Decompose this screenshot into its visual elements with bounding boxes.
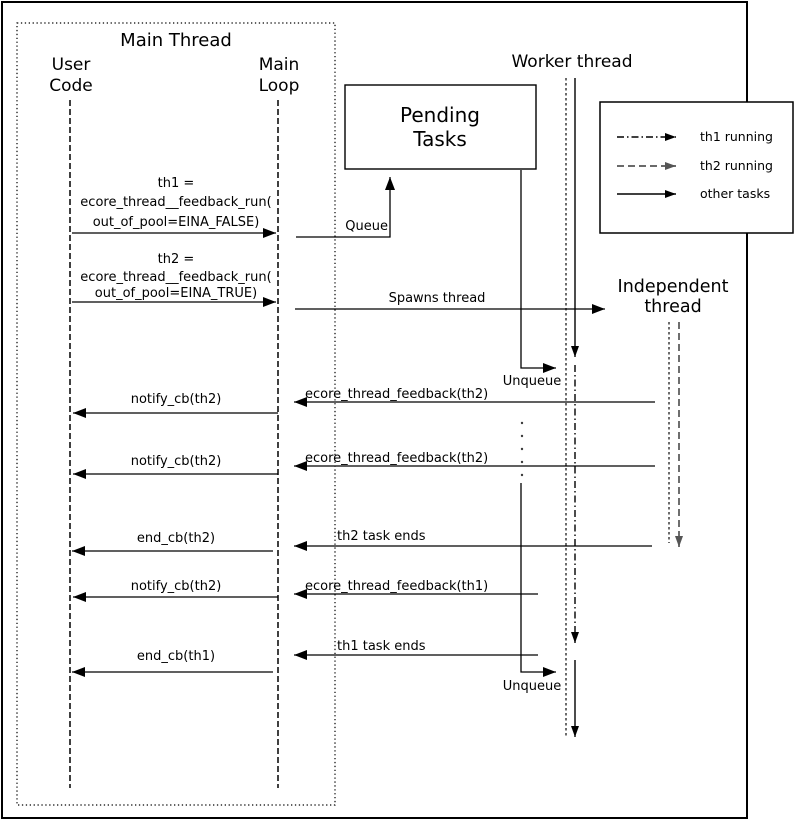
th2-call-label-line3: out_of_pool=EINA_TRUE) <box>94 286 258 301</box>
user-code-label-line2: Code <box>49 76 93 96</box>
th2-task-ends-label: th2 task ends <box>337 529 426 544</box>
feedback-th2-label-1: ecore_thread_feedback(th2) <box>305 387 489 402</box>
th2-call-label-line2: ecore_thread__feedback_run( <box>80 270 272 285</box>
legend <box>600 102 793 233</box>
main-thread-box <box>17 23 335 805</box>
feedback-th1-label: ecore_thread_feedback(th1) <box>305 579 489 594</box>
spawns-thread-label: Spawns thread <box>388 291 486 306</box>
unqueue-bottom-arrow <box>521 483 556 672</box>
unqueue-top-label: Unqueue <box>502 374 562 389</box>
independent-thread-label-line1: Independent <box>617 277 729 297</box>
main-loop-label-line2: Loop <box>258 76 300 96</box>
unqueue-bottom-label: Unqueue <box>502 679 562 694</box>
worker-thread-label: Worker thread <box>511 52 633 72</box>
unqueue-top-arrow <box>521 170 556 368</box>
repeat-ellipsis-dots <box>521 422 523 476</box>
th1-call-label-line3: out_of_pool=EINA_FALSE) <box>92 215 260 230</box>
notify-cb-label-1: notify_cb(th2) <box>130 392 222 407</box>
end-cb-th2-label: end_cb(th2) <box>136 531 216 546</box>
th2-call-label-line1: th2 = <box>157 252 195 267</box>
th1-call-label-line1: th1 = <box>157 176 195 191</box>
main-thread-title: Main Thread <box>120 30 232 51</box>
legend-th2-running-label: th2 running <box>700 158 773 173</box>
user-code-label-line1: User <box>51 55 91 75</box>
main-loop-label-line1: Main <box>258 55 300 75</box>
th1-call-label-line2: ecore_thread__feedback_run( <box>80 195 272 210</box>
legend-other-tasks-label: other tasks <box>700 186 771 201</box>
th1-task-ends-label: th1 task ends <box>337 639 426 654</box>
feedback-th2-label-2: ecore_thread_feedback(th2) <box>305 451 489 466</box>
pending-tasks-label-line1: Pending <box>400 103 480 127</box>
pending-tasks-label-line2: Tasks <box>413 127 467 151</box>
independent-thread-label-line2: thread <box>644 297 702 317</box>
queue-label: Queue <box>345 219 388 234</box>
notify-cb-label-2: notify_cb(th2) <box>130 454 222 469</box>
end-cb-th1-label: end_cb(th1) <box>136 649 216 664</box>
legend-th1-running-label: th1 running <box>700 129 773 144</box>
notify-cb-label-3: notify_cb(th2) <box>130 579 222 594</box>
